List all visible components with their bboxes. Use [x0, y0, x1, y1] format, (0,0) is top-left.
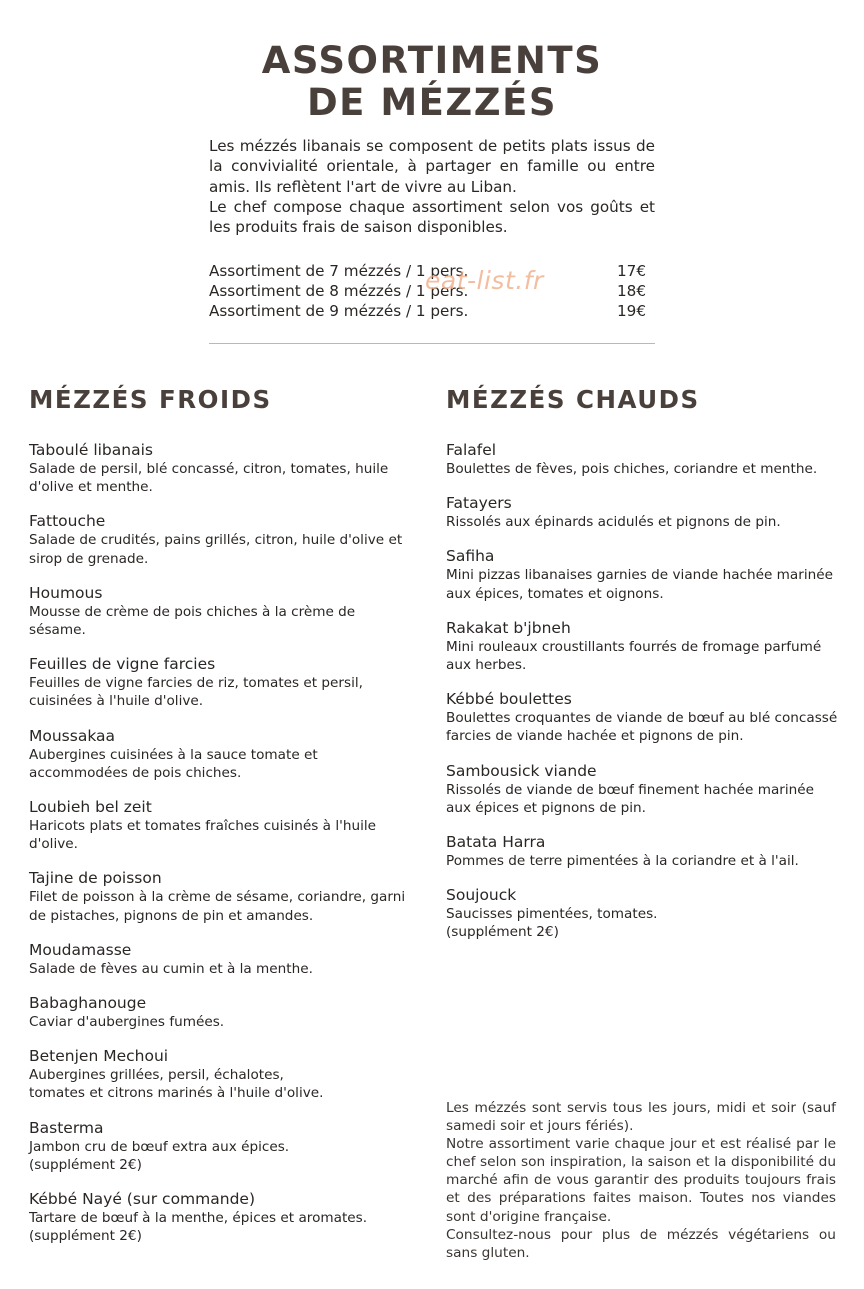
intro-text	[209, 136, 655, 237]
cold-menu-list	[29, 440, 414, 1260]
menu-item-description: Mousse de crème de pois chiches à la crème de sésame.	[29, 603, 356, 639]
menu-item	[29, 868, 414, 924]
service-note	[446, 1099, 836, 1262]
note-paragraph: Consultez-nous pour plus de mézzés végétariens ou sans gluten.	[446, 1226, 836, 1261]
menu-item-name: Falafel	[446, 441, 497, 459]
note-paragraph: Notre assortiment varie chaque jour et est réalisé par le chef selon son inspiration, la saison et la disponibilité du marché afin de vous garantir des produits toujours frais et des préparations faites maison. Toutes nos viandes sont d'origine française.	[446, 1136, 836, 1225]
menu-item-name: Moudamasse	[29, 940, 132, 959]
menu-item-description: Aubergines cuisinées à la sauce tomate et accommodées de pois chiches.	[29, 746, 318, 781]
menu-item-supplement: (supplément 2€)	[29, 1156, 142, 1173]
menu-item-description: Rissolés aux épinards acidulés et pignons de pin.	[446, 514, 781, 531]
assortment-price: 17€	[617, 262, 646, 280]
cold-section-title: MÉZZÉS FROIDS	[29, 385, 272, 414]
menu-item-description: tomates et citrons marinés à l'huile d'olive.	[29, 1085, 324, 1102]
page-title-line-2: DE MÉZZÉS	[306, 81, 558, 124]
page-title-line-1: ASSORTIMENTS	[261, 39, 603, 82]
menu-item-name: Safiha	[446, 547, 495, 566]
intro-paragraph: Le chef compose chaque assortiment selon vos goûts et les produits frais de saison disponibles.	[209, 197, 655, 237]
assortment-price: 19€	[617, 302, 646, 320]
menu-item	[446, 546, 841, 602]
menu-item-supplement: (supplément 2€)	[446, 924, 559, 941]
menu-item-description: Mini rouleaux croustillants fourrés de fromage parfumé aux herbes.	[446, 638, 822, 674]
assortment-label: Assortiment de 7 mézzés / 1 pers.	[209, 262, 469, 280]
watermark: eat-list.fr	[425, 266, 544, 295]
assortment-label: Assortiment de 8 mézzés / 1 pers.	[209, 282, 469, 300]
menu-item	[29, 726, 414, 782]
menu-item	[29, 654, 414, 710]
menu-item-description: Haricots plats et tomates fraîches cuisinés à l'huile d'olive.	[29, 818, 376, 853]
menu-item-supplement: (supplément 2€)	[29, 1228, 142, 1245]
menu-item-description: Salade de fèves au cumin et à la menthe.	[29, 960, 313, 977]
menu-item-name: Tajine de poisson	[29, 869, 162, 888]
page-title	[0, 40, 864, 124]
menu-item	[29, 940, 414, 978]
menu-item	[29, 993, 414, 1031]
menu-item	[29, 1118, 414, 1174]
menu-item-description: Rissolés de viande de bœuf finement hachée marinée aux épices et pignons de pin.	[446, 781, 814, 816]
menu-item-description: Mini pizzas libanaises garnies de viande hachée marinée aux épices, tomates et oignons.	[446, 567, 833, 602]
menu-item	[29, 1189, 414, 1245]
menu-item-name: Basterma	[29, 1118, 104, 1137]
menu-item-name: Moussakaa	[29, 726, 116, 745]
menu-item-description: Salade de crudités, pains grillés, citron, huile d'olive et sirop de grenade.	[29, 532, 403, 567]
menu-item-description: Feuilles de vigne farcies de riz, tomates et persil, cuisinées à l'huile d'olive.	[29, 675, 363, 710]
hot-section-title: MÉZZÉS CHAUDS	[446, 385, 700, 414]
assortment-row	[209, 301, 646, 321]
menu-item-name: Sambousick viande	[446, 761, 597, 780]
menu-item	[446, 832, 841, 870]
menu-item-description: Boulettes de fèves, pois chiches, coriandre et menthe.	[446, 461, 818, 477]
menu-item-name: Betenjen Mechoui	[29, 1047, 169, 1066]
note-paragraph: Les mézzés sont servis tous les jours, midi et soir (sauf samedi soir et jours fériés).	[446, 1100, 836, 1135]
menu-item	[446, 493, 841, 531]
menu-item	[446, 618, 841, 674]
menu-item	[29, 511, 414, 567]
menu-item	[446, 440, 841, 478]
menu-item	[446, 761, 841, 817]
menu-item-name: Fattouche	[29, 512, 106, 531]
menu-item-name: Taboulé libanais	[29, 441, 153, 459]
menu-item-name: Loubieh bel zeit	[29, 798, 152, 817]
menu-item-description: Tartare de bœuf à la menthe, épices et aromates.	[29, 1210, 368, 1227]
section-divider	[209, 343, 655, 344]
intro-paragraph: Les mézzés libanais se composent de petits plats issus de la convivialité orientale, à partager en famille ou entre amis. Ils reflètent l'art de vivre au Liban.	[209, 137, 655, 196]
menu-item-description: Pommes de terre pimentées à la coriandre et à l'ail.	[446, 853, 799, 870]
menu-item-description: Salade de persil, blé concassé, citron, tomates, huile d'olive et menthe.	[29, 461, 389, 496]
menu-item-description: Caviar d'aubergines fumées.	[29, 1014, 225, 1031]
hot-menu-list	[446, 440, 841, 957]
menu-item-name: Batata Harra	[446, 833, 546, 852]
menu-item-description: Filet de poisson à la crème de sésame, coriandre, garni de pistaches, pignons de pin et amandes.	[29, 889, 406, 924]
assortment-price: 18€	[617, 282, 646, 300]
menu-item-name: Kébbé Nayé (sur commande)	[29, 1190, 255, 1209]
menu-item	[446, 689, 841, 745]
menu-item	[29, 583, 414, 639]
menu-item-name: Rakakat b'jbneh	[446, 618, 571, 637]
assortment-label: Assortiment de 9 mézzés / 1 pers.	[209, 302, 469, 320]
menu-item-name: Kébbé boulettes	[446, 690, 572, 709]
menu-item	[29, 1046, 414, 1102]
menu-item-description: Boulettes croquantes de viande de bœuf au blé concassé farcies de viande hachée et pignons de pin.	[446, 710, 838, 745]
menu-item-description: Aubergines grillées, persil, échalotes,	[29, 1067, 284, 1084]
menu-item-description: Jambon cru de bœuf extra aux épices.	[29, 1138, 290, 1155]
menu-item-name: Fatayers	[446, 494, 512, 513]
menu-item-name: Babaghanouge	[29, 994, 147, 1013]
menu-item	[29, 440, 414, 496]
menu-item-name: Feuilles de vigne farcies	[29, 655, 216, 674]
menu-item-name: Houmous	[29, 583, 103, 602]
menu-item-name: Soujouck	[446, 886, 517, 905]
menu-item	[29, 797, 414, 853]
menu-item-description: Saucisses pimentées, tomates.	[446, 906, 658, 923]
menu-item	[446, 885, 841, 941]
